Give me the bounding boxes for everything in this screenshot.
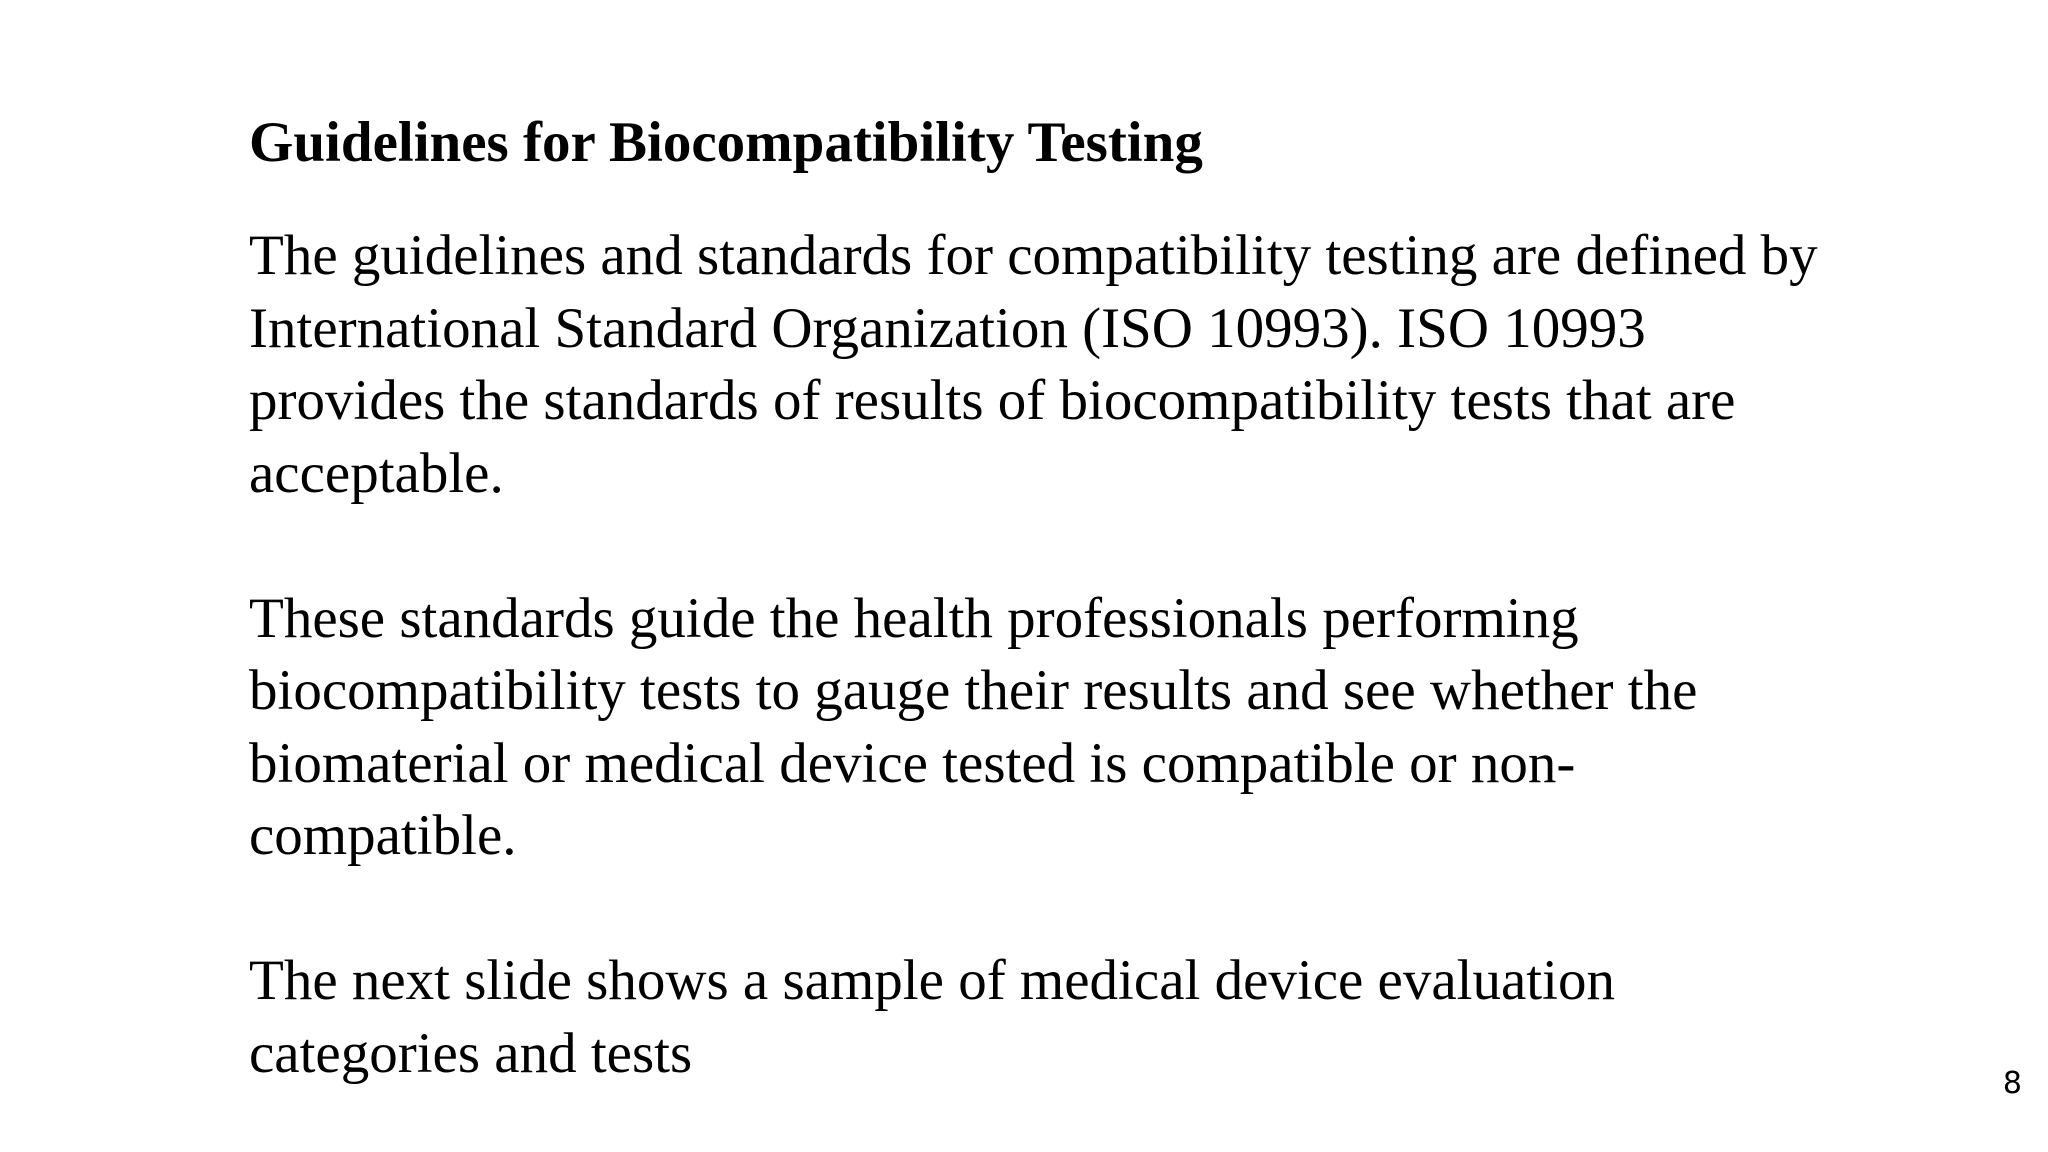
- paragraph-line: provides the standards of results of biocompatibility tests that are: [249, 369, 1736, 432]
- paragraph-iso-standards: [249, 220, 1969, 510]
- paragraph-line: The next slide shows a sample of medical device evaluation: [249, 949, 1615, 1012]
- paragraph-line: The guidelines and standards for compatibility testing are defined by: [249, 224, 1818, 287]
- paragraph-health-professionals: [249, 583, 1969, 873]
- paragraph-next-slide: [249, 945, 1969, 1090]
- paragraph-line: categories and tests: [249, 1021, 693, 1085]
- slide-title: Guidelines for Biocompatibility Testing: [249, 111, 1203, 174]
- paragraph-line: biomaterial or medical device tested is compatible or non-: [249, 731, 1576, 795]
- paragraph-spacer: [249, 873, 1969, 946]
- paragraph-line: International Standard Organization (ISO 10993). ISO 10993: [249, 296, 1646, 360]
- page-number: 8: [2002, 1066, 2022, 1101]
- paragraph-spacer: [249, 510, 1969, 583]
- paragraph-line: compatible.: [249, 804, 517, 867]
- paragraph-line: acceptable.: [249, 441, 504, 505]
- paragraph-line: These standards guide the health professionals performing: [249, 586, 1579, 650]
- slide-body: [249, 220, 1969, 1090]
- paragraph-line: biocompatibility tests to gauge their results and see whether the: [249, 659, 1698, 722]
